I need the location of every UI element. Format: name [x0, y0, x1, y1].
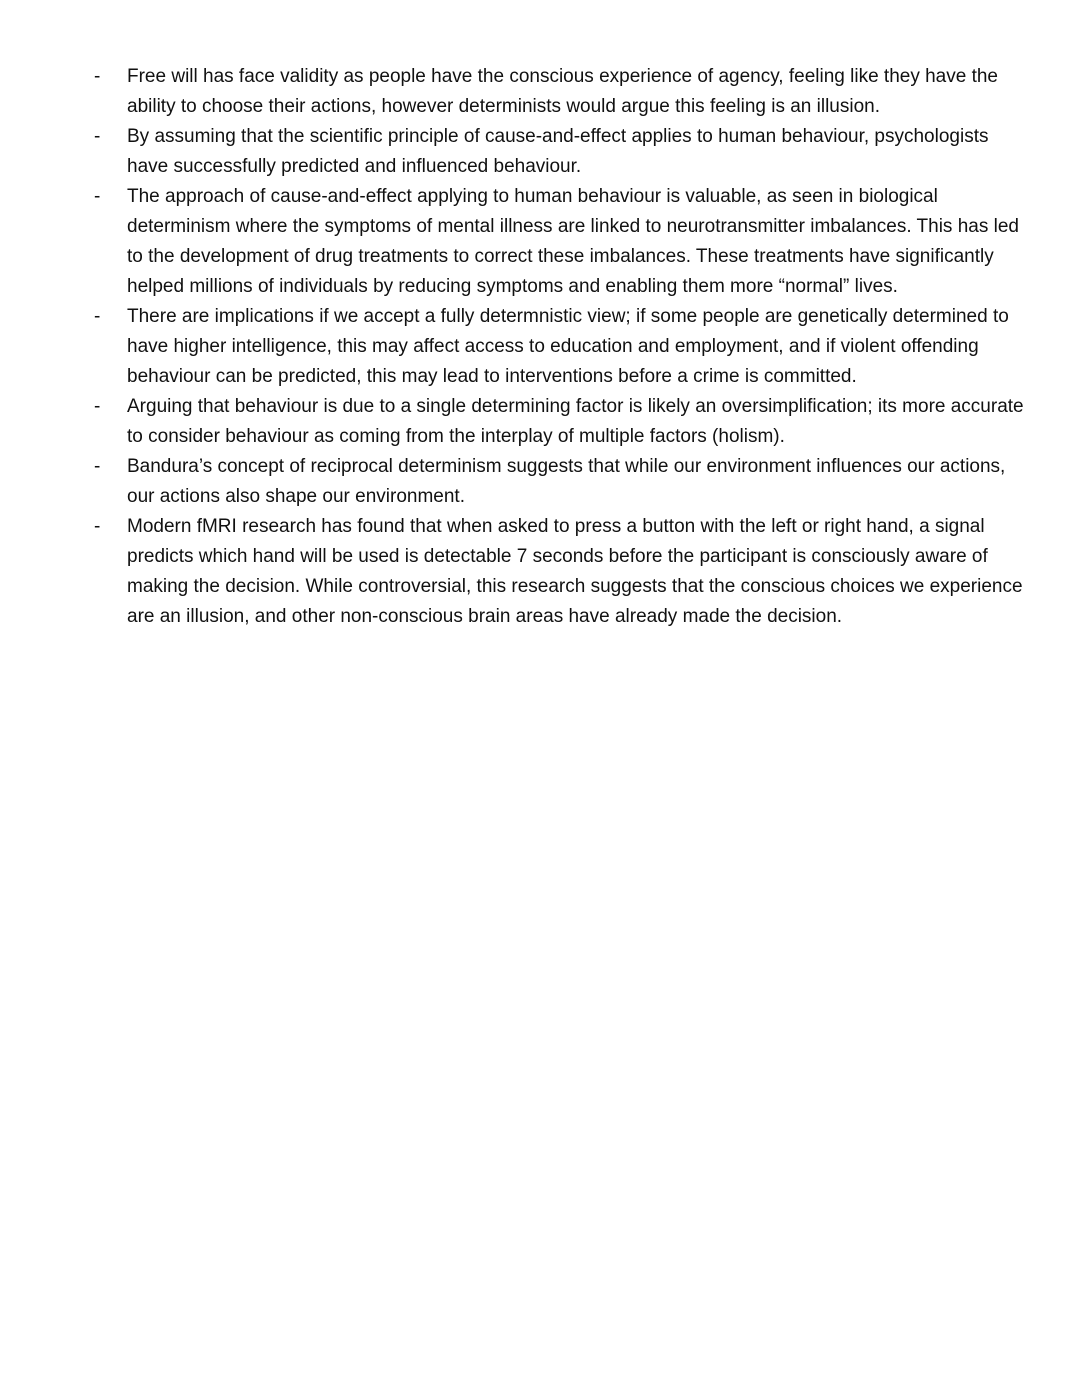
list-item-text: There are implications if we accept a fully determnistic view; if some people are genetically determined to have higher intelligence, this may affect access to education and employment, and if violent offending behaviour can be predicted, this may lead to interventions before a crime is committed. — [127, 306, 1009, 387]
list-item-text: By assuming that the scientific principle of cause-and-effect applies to human behaviour, psychologists have successfully predicted and influenced behaviour. — [127, 126, 989, 177]
bullet-marker: - — [94, 456, 101, 477]
list-item — [94, 302, 1024, 392]
bullet-marker: - — [94, 396, 101, 417]
list-item-text: Modern fMRI research has found that when asked to press a button with the left or right hand, a signal predicts which hand will be used is detectable 7 seconds before the participant is consciously aware of making the decision. While controversial, this research suggests that the conscious choices we experience are an illusion, and other non-conscious brain areas have already made the decision. — [127, 516, 1023, 627]
bullet-marker: - — [94, 66, 101, 87]
list-item — [94, 62, 1024, 122]
list-item — [94, 452, 1024, 512]
list-item — [94, 512, 1024, 632]
bullet-marker: - — [94, 516, 101, 537]
list-item-text: Arguing that behaviour is due to a single determining factor is likely an oversimplification; its more accurate to consider behaviour as coming from the interplay of multiple factors (holism). — [127, 396, 1024, 447]
list-item — [94, 392, 1024, 452]
bullet-marker: - — [94, 186, 101, 207]
list-item-text: Bandura’s concept of reciprocal determinism suggests that while our environment influences our actions, our actions also shape our environment. — [127, 456, 1006, 507]
list-item — [94, 122, 1024, 182]
list-item-text: Free will has face validity as people have the conscious experience of agency, feeling like they have the ability to choose their actions, however determinists would argue this feeling is an illusion. — [127, 66, 998, 117]
bullet-list — [94, 62, 1024, 632]
bullet-marker: - — [94, 126, 101, 147]
list-item-text: The approach of cause-and-effect applying to human behaviour is valuable, as seen in biological determinism where the symptoms of mental illness are linked to neurotransmitter imbalances. This has led to the development of drug treatments to correct these imbalances. These treatments have significantly helped millions of individuals by reducing symptoms and enabling them more “normal” lives. — [127, 186, 1019, 297]
list-item — [94, 182, 1024, 302]
bullet-marker: - — [94, 306, 101, 327]
